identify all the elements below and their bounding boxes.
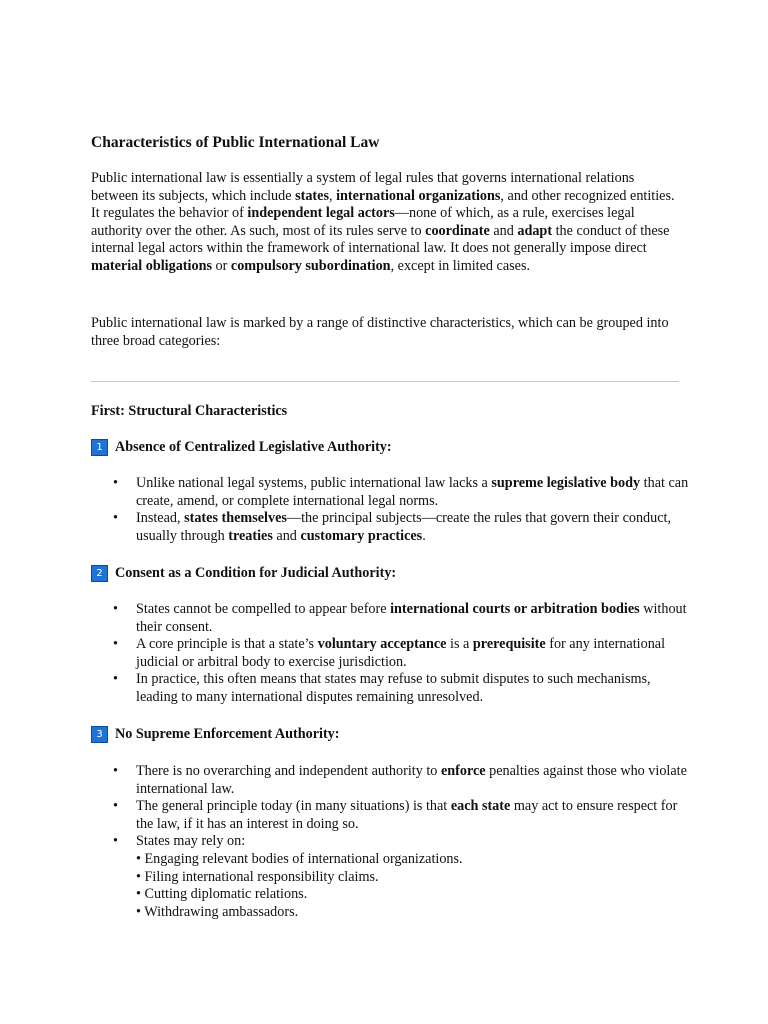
emphasis: compulsory subordination	[230, 257, 391, 274]
sub-list-item: • Cutting diplomatic relations.	[136, 886, 308, 903]
list-item: • There is no overarching and independent authority to enforce penalties against those who violate international law.	[91, 763, 691, 798]
subheading-1	[91, 439, 392, 457]
sub-list-item: • Engaging relevant bodies of international organizations.	[136, 850, 463, 867]
list-item: • Instead, states themselves—the principal subjects—create the rules that govern their conduct, usually through treaties and customary practices.	[91, 510, 691, 545]
number-1-icon: 1	[91, 439, 108, 456]
sub-list-item: • Filing international responsibility claims.	[136, 868, 379, 885]
emphasis: treaties	[228, 527, 273, 544]
document-title: Characteristics of Public International Law	[91, 134, 380, 151]
intro-paragraph-2: Public international law is marked by a range of distinctive characteristics, which can be grouped into three broad categories:	[91, 315, 669, 349]
bullet-list-3	[91, 763, 691, 921]
list-item: • States may rely on: • Engaging relevant bodies of international organizations. • Filing international responsibility claims. • Cutting diplomatic relations. • Withdrawing ambassadors.	[91, 833, 691, 921]
text-run: the conduct of these internal legal actors within the framework of international law. It does not generally impose direct	[91, 222, 670, 257]
subheading-label: Absence of Centralized Legislative Authority:	[115, 439, 392, 455]
number-3-icon: 3	[91, 726, 108, 743]
text-run: and	[489, 222, 518, 239]
bullet-list-2	[91, 601, 691, 707]
emphasis: adapt	[517, 222, 553, 239]
emphasis: material obligations	[91, 257, 212, 274]
list-item: • The general principle today (in many situations) is that each state may act to ensure respect for the law, if it has an interest in doing so.	[91, 798, 691, 833]
emphasis: international organizations	[336, 187, 501, 204]
list-item: • A core principle is that a state’s voluntary acceptance is a prerequisite for any international judicial or arbitral body to exercise jurisdiction.	[91, 636, 691, 671]
emphasis: customary practices	[300, 527, 423, 544]
emphasis: prerequisite	[472, 636, 546, 653]
emphasis: states themselves	[184, 510, 287, 527]
text-run: , except in limited cases.	[390, 257, 531, 274]
subheading-label: No Supreme Enforcement Authority:	[115, 726, 340, 742]
section-heading: First: Structural Characteristics	[91, 403, 288, 419]
text-run: or	[211, 257, 231, 274]
bullet-list-1	[91, 475, 691, 545]
section-divider	[91, 381, 679, 382]
text-run: —none of which, as a rule, exercises legal authority over the other. As such, most of its rules serve to	[91, 205, 635, 239]
emphasis: voluntary acceptance	[317, 636, 447, 653]
emphasis: states	[295, 187, 329, 204]
subheading-3	[91, 726, 339, 744]
emphasis: supreme legislative body	[491, 475, 641, 491]
emphasis: coordinate	[425, 222, 490, 239]
emphasis: independent legal actors	[247, 205, 395, 222]
list-item: • Unlike national legal systems, public international law lacks a supreme legislative body that can create, amend, or complete international legal norms.	[91, 475, 691, 510]
subheading-2	[91, 565, 396, 583]
text-run: ,	[328, 187, 337, 204]
emphasis: each state	[450, 798, 511, 815]
text-run: , and other recognized entities. It regulates the behavior of	[91, 187, 675, 222]
emphasis: enforce	[440, 763, 486, 779]
subheading-label: Consent as a Condition for Judicial Authority:	[115, 565, 397, 581]
number-2-icon: 2	[91, 565, 108, 582]
text-run: Public international law is essentially a system of legal rules that governs international relations between its subjects, which include	[91, 170, 635, 204]
emphasis: international courts or arbitration bodies	[390, 601, 640, 617]
list-item: • In practice, this often means that states may refuse to submit disputes to such mechanisms, leading to many international disputes remaining unresolved.	[91, 671, 691, 706]
list-item: • States cannot be compelled to appear before international courts or arbitration bodies without their consent.	[91, 601, 691, 636]
sub-list-item: • Withdrawing ambassadors.	[136, 903, 299, 920]
intro-paragraph-1	[91, 170, 683, 276]
